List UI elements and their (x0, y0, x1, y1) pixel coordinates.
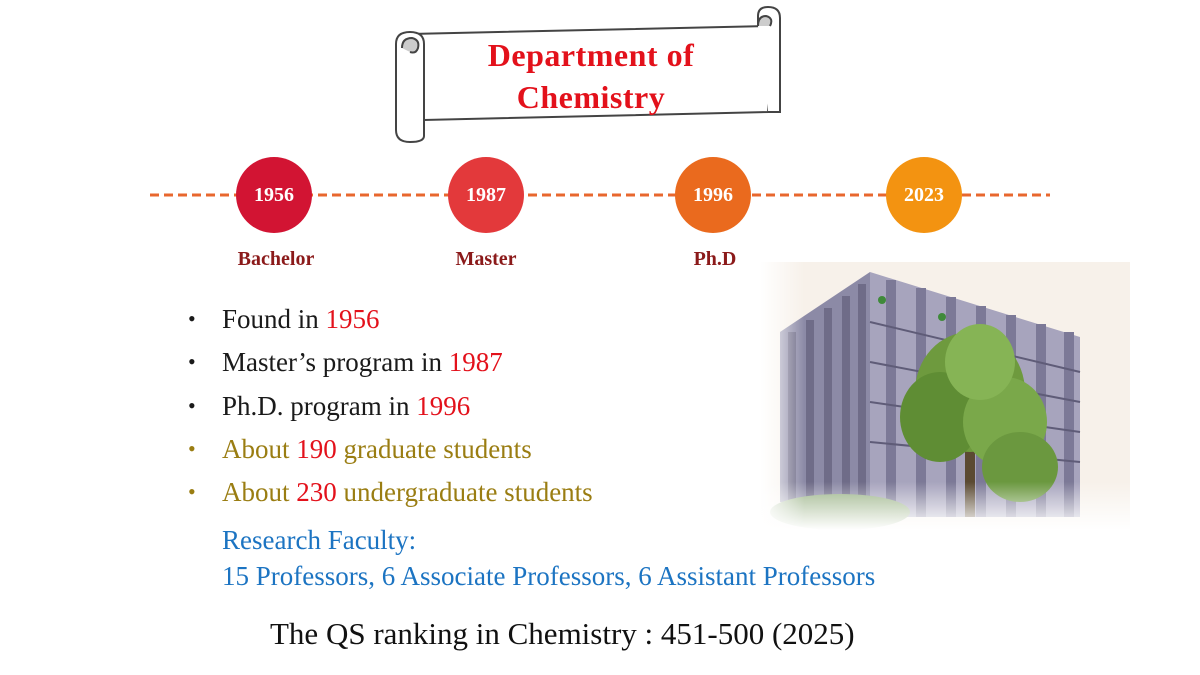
milestone-year-2: 1987 (466, 184, 506, 206)
highlight-value: 190 (296, 433, 337, 464)
timeline (0, 155, 1200, 235)
banner-title (430, 34, 752, 118)
bullet-icon: • (188, 349, 196, 375)
banner-title-line1: Department of (487, 37, 695, 73)
qs-ranking: The QS ranking in Chemistry : 451-500 (2025) (270, 616, 855, 651)
faculty-heading: Research Faculty: (222, 525, 417, 555)
bullet-icon: • (188, 306, 196, 331)
milestone-degree-1: Bachelor (237, 248, 315, 270)
bullet-icon: • (188, 479, 196, 505)
banner-title-line2: Chemistry (516, 79, 666, 115)
highlight-value: 1996 (416, 390, 471, 421)
milestone-degree-2: Master (455, 248, 517, 270)
list-item: • Master’s program in 1987 (184, 343, 593, 386)
list-item: • Found in 1956 (184, 300, 593, 343)
bullet-icon: • (188, 392, 196, 418)
list-item: • About 230 undergraduate students (184, 473, 593, 516)
highlight-value: 1987 (448, 347, 503, 378)
milestone-degree-3: Ph.D (693, 248, 737, 270)
list-item: • About 190 graduate students (184, 430, 593, 473)
faculty-counts: 15 Professors, 6 Associate Professors, 6 Assistant Professors (222, 561, 876, 591)
list-item: • Ph.D. program in 1996 (184, 387, 593, 430)
highlight-value: 1956 (325, 304, 380, 334)
chemistry-building-image (760, 262, 1130, 530)
milestone-year-4: 2023 (904, 184, 944, 206)
highlight-value: 230 (296, 477, 337, 508)
milestone-year-1: 1956 (254, 184, 294, 206)
bullet-icon: • (188, 435, 196, 461)
milestone-year-3: 1996 (693, 184, 733, 206)
fact-list (184, 300, 593, 516)
research-faculty (222, 522, 875, 594)
